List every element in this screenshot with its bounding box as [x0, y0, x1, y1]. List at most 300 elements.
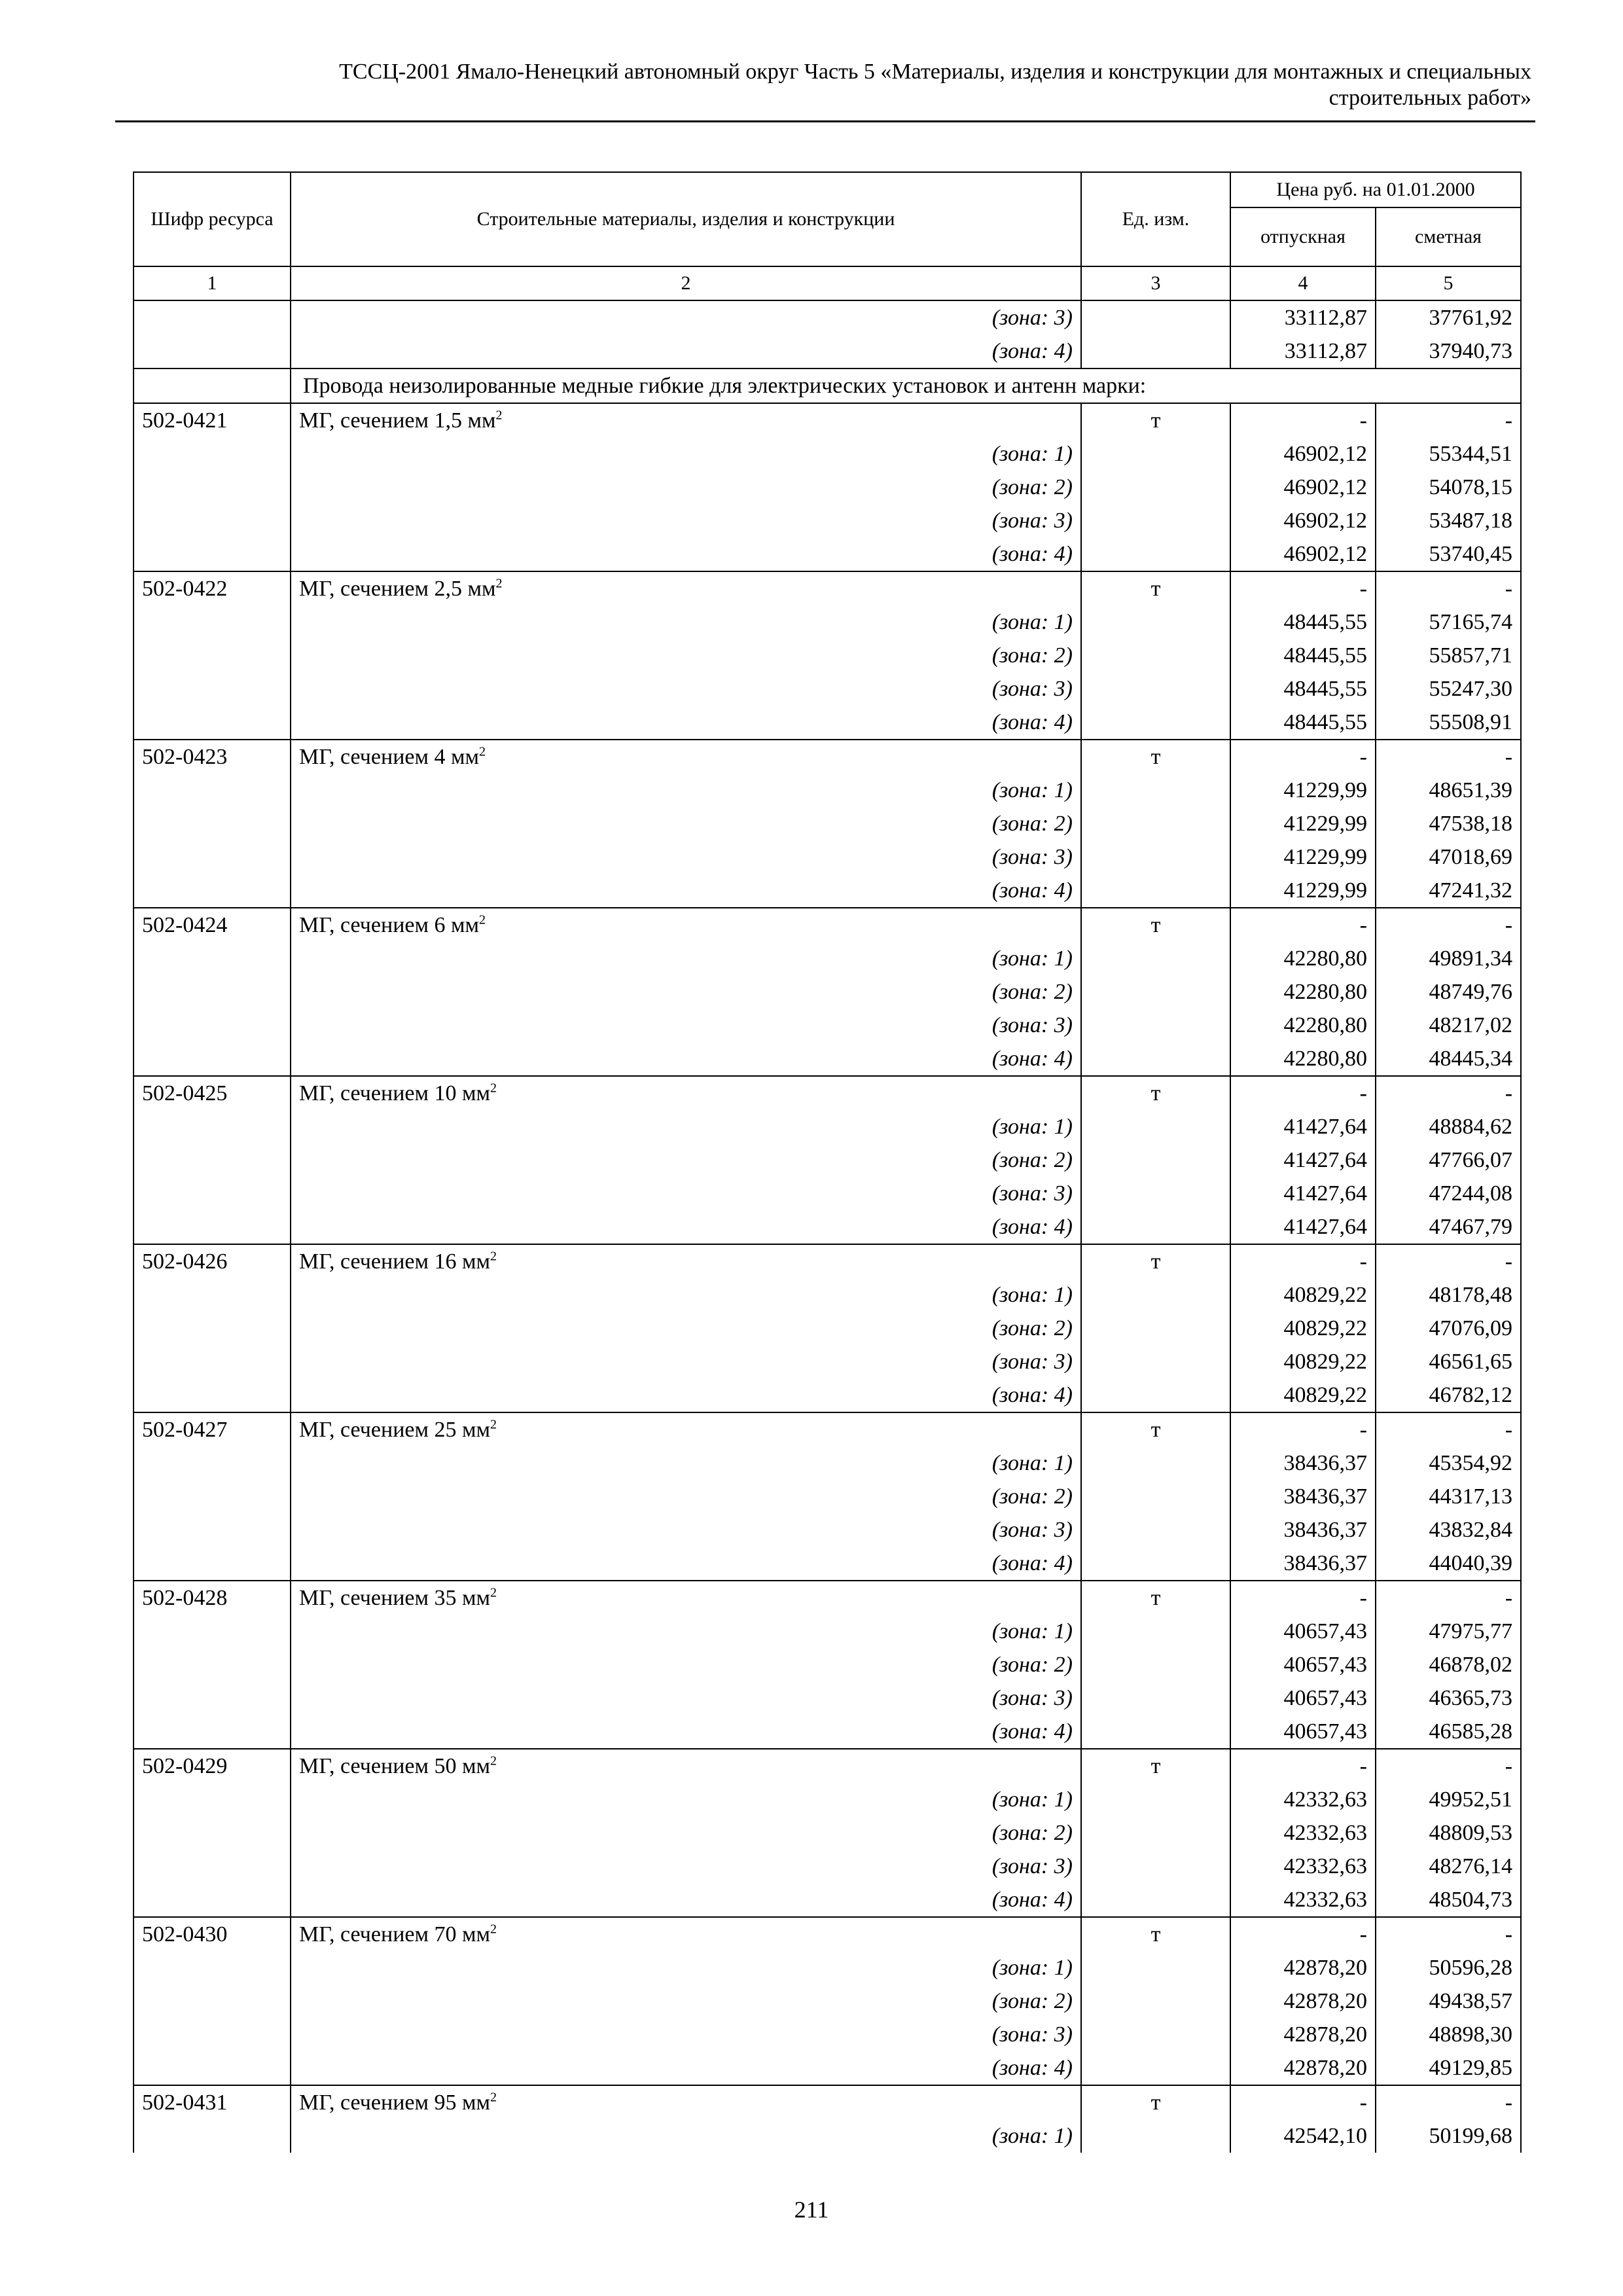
material-name-text: МГ, сечением 4 мм [299, 745, 480, 769]
zone-label: (зона: 1) [291, 774, 1081, 807]
estimate-price: 55508,91 [1376, 706, 1521, 740]
resource-code: 502-0425 [134, 1076, 291, 1110]
resource-code: 502-0424 [134, 908, 291, 942]
estimate-price: 49438,57 [1376, 1984, 1521, 2018]
zone-label: (зона: 1) [291, 1951, 1081, 1984]
unit-cell [1081, 1312, 1230, 1345]
estimate-price: - [1376, 908, 1521, 942]
code-cell [134, 706, 291, 740]
zone-row [134, 1009, 1521, 1042]
estimate-price: 48217,02 [1376, 1009, 1521, 1042]
zone-row [134, 942, 1521, 975]
estimate-price: 48276,14 [1376, 1850, 1521, 1883]
unit-cell [1081, 1042, 1230, 1076]
material-name [291, 1412, 1081, 1446]
zone-label: (зона: 4) [291, 1210, 1081, 1244]
unit-cell [1081, 1883, 1230, 1917]
zone-label: (зона: 1) [291, 605, 1081, 639]
zone-row [134, 639, 1521, 672]
zone-label: (зона: 4) [291, 706, 1081, 740]
unit-of-measure: т [1081, 403, 1230, 437]
zone-label: (зона: 4) [291, 1547, 1081, 1581]
estimate-price: 47244,08 [1376, 1177, 1521, 1210]
zone-label: (зона: 4) [291, 1715, 1081, 1749]
code-cell [134, 1177, 291, 1210]
release-price: 38436,37 [1230, 1480, 1376, 1513]
release-price: 48445,55 [1230, 605, 1376, 639]
code-cell [134, 437, 291, 471]
code-cell [134, 1615, 291, 1648]
release-price: 38436,37 [1230, 1446, 1376, 1480]
release-price: - [1230, 1581, 1376, 1615]
estimate-price: 48884,62 [1376, 1110, 1521, 1143]
estimate-price: 50596,28 [1376, 1951, 1521, 1984]
item-row [134, 1749, 1521, 1783]
estimate-price: 47975,77 [1376, 1615, 1521, 1648]
zone-row [134, 334, 1521, 368]
unit-cell [1081, 639, 1230, 672]
zone-row [134, 1883, 1521, 1917]
resource-code: 502-0423 [134, 740, 291, 774]
code-cell [134, 1850, 291, 1883]
unit-superscript: 2 [479, 912, 486, 927]
zone-label: (зона: 4) [291, 1883, 1081, 1917]
estimate-price: 46782,12 [1376, 1378, 1521, 1412]
unit-cell [1081, 1681, 1230, 1715]
estimate-price: 47018,69 [1376, 840, 1521, 874]
estimate-price: - [1376, 403, 1521, 437]
material-name [291, 2085, 1081, 2119]
code-cell [134, 1480, 291, 1513]
estimate-price: 48898,30 [1376, 2018, 1521, 2051]
unit-cell [1081, 605, 1230, 639]
material-name [291, 571, 1081, 605]
estimate-price: 53740,45 [1376, 537, 1521, 571]
unit-cell [1081, 2018, 1230, 2051]
release-price: 40657,43 [1230, 1681, 1376, 1715]
material-name-text: МГ, сечением 2,5 мм [299, 577, 496, 601]
unit-of-measure: т [1081, 740, 1230, 774]
release-price: - [1230, 2085, 1376, 2119]
release-price: 40829,22 [1230, 1378, 1376, 1412]
unit-superscript: 2 [490, 1753, 497, 1768]
zone-row [134, 840, 1521, 874]
unit-cell [1081, 1143, 1230, 1177]
release-price: 40829,22 [1230, 1312, 1376, 1345]
estimate-price: 48445,34 [1376, 1042, 1521, 1076]
zone-row [134, 504, 1521, 537]
zone-row [134, 1816, 1521, 1850]
unit-cell [1081, 334, 1230, 368]
release-price: 42542,10 [1230, 2119, 1376, 2153]
code-cell [134, 1816, 291, 1850]
estimate-price: 49952,51 [1376, 1783, 1521, 1816]
estimate-price: 47076,09 [1376, 1312, 1521, 1345]
material-name-text: МГ, сечением 70 мм [299, 1922, 491, 1946]
release-price: 42878,20 [1230, 2018, 1376, 2051]
estimate-price: 44040,39 [1376, 1547, 1521, 1581]
material-name [291, 403, 1081, 437]
estimate-price: 53487,18 [1376, 504, 1521, 537]
zone-label: (зона: 2) [291, 1648, 1081, 1681]
unit-of-measure: т [1081, 571, 1230, 605]
estimate-price: - [1376, 571, 1521, 605]
unit-of-measure: т [1081, 1749, 1230, 1783]
resource-code: 502-0429 [134, 1749, 291, 1783]
col-number: 2 [291, 266, 1081, 300]
unit-superscript: 2 [490, 1922, 497, 1937]
estimate-price: - [1376, 2085, 1521, 2119]
estimate-price: 55857,71 [1376, 639, 1521, 672]
material-name [291, 1244, 1081, 1278]
code-cell [134, 1883, 291, 1917]
table-body [134, 300, 1521, 2153]
code-cell [134, 807, 291, 840]
zone-row [134, 471, 1521, 504]
unit-cell [1081, 874, 1230, 908]
estimate-price: - [1376, 1581, 1521, 1615]
unit-cell [1081, 1210, 1230, 1244]
estimate-price: 47766,07 [1376, 1143, 1521, 1177]
zone-row [134, 1042, 1521, 1076]
release-price: 41229,99 [1230, 840, 1376, 874]
release-price: 40657,43 [1230, 1615, 1376, 1648]
code-cell [134, 1783, 291, 1816]
price-table [133, 171, 1522, 2153]
release-price: 41229,99 [1230, 874, 1376, 908]
release-price: 41427,64 [1230, 1177, 1376, 1210]
unit-cell [1081, 1513, 1230, 1547]
zone-label: (зона: 2) [291, 639, 1081, 672]
unit-cell [1081, 300, 1230, 334]
code-cell [134, 1547, 291, 1581]
header-rule [115, 120, 1535, 122]
material-name [291, 1581, 1081, 1615]
item-row [134, 1076, 1521, 1110]
code-cell [134, 1210, 291, 1244]
resource-code: 502-0422 [134, 571, 291, 605]
release-price: 48445,55 [1230, 672, 1376, 706]
header-estimate: сметная [1376, 207, 1521, 266]
code-cell [134, 975, 291, 1009]
code-cell [134, 1009, 291, 1042]
section-row [134, 368, 1521, 403]
estimate-price: 48504,73 [1376, 1883, 1521, 1917]
code-cell [134, 1513, 291, 1547]
release-price: 46902,12 [1230, 537, 1376, 571]
page-number: 211 [794, 2197, 829, 2223]
zone-label: (зона: 1) [291, 1615, 1081, 1648]
zone-label: (зона: 3) [291, 672, 1081, 706]
zone-row [134, 2018, 1521, 2051]
zone-label: (зона: 3) [291, 1850, 1081, 1883]
zone-row [134, 1143, 1521, 1177]
zone-label: (зона: 3) [291, 1681, 1081, 1715]
col-number: 3 [1081, 266, 1230, 300]
zone-row [134, 1648, 1521, 1681]
zone-label: (зона: 3) [291, 1345, 1081, 1378]
estimate-price: 48178,48 [1376, 1278, 1521, 1312]
unit-cell [1081, 437, 1230, 471]
unit-cell [1081, 1648, 1230, 1681]
zone-label: (зона: 1) [291, 942, 1081, 975]
release-price: 40829,22 [1230, 1278, 1376, 1312]
estimate-price: - [1376, 740, 1521, 774]
release-price: 40657,43 [1230, 1648, 1376, 1681]
zone-row [134, 537, 1521, 571]
item-row [134, 1412, 1521, 1446]
release-price: 42332,63 [1230, 1816, 1376, 1850]
estimate-price: 48809,53 [1376, 1816, 1521, 1850]
zone-label: (зона: 3) [291, 300, 1081, 334]
unit-of-measure: т [1081, 1412, 1230, 1446]
unit-cell [1081, 1110, 1230, 1143]
estimate-price: - [1376, 1244, 1521, 1278]
resource-code: 502-0430 [134, 1917, 291, 1951]
release-price: 42332,63 [1230, 1850, 1376, 1883]
release-price: 42878,20 [1230, 1984, 1376, 2018]
material-name-text: МГ, сечением 16 мм [299, 1249, 491, 1274]
estimate-price: 37940,73 [1376, 334, 1521, 368]
material-name-text: МГ, сечением 6 мм [299, 913, 480, 937]
zone-row [134, 1783, 1521, 1816]
estimate-price: 57165,74 [1376, 605, 1521, 639]
unit-cell [1081, 1850, 1230, 1883]
release-price: 42280,80 [1230, 942, 1376, 975]
material-name-text: МГ, сечением 35 мм [299, 1586, 491, 1610]
zone-row [134, 1850, 1521, 1883]
release-price: - [1230, 908, 1376, 942]
code-cell [134, 639, 291, 672]
zone-row [134, 1547, 1521, 1581]
material-name [291, 1749, 1081, 1783]
unit-superscript: 2 [490, 1081, 497, 1096]
zone-row [134, 1378, 1521, 1412]
zone-row [134, 1312, 1521, 1345]
unit-superscript: 2 [490, 1585, 497, 1600]
zone-label: (зона: 3) [291, 2018, 1081, 2051]
unit-cell [1081, 1009, 1230, 1042]
release-price: 41427,64 [1230, 1110, 1376, 1143]
material-name [291, 1917, 1081, 1951]
unit-cell [1081, 1615, 1230, 1648]
code-cell [134, 1143, 291, 1177]
unit-cell [1081, 1984, 1230, 2018]
release-price: - [1230, 403, 1376, 437]
header-unit: Ед. изм. [1081, 172, 1230, 266]
unit-cell [1081, 1480, 1230, 1513]
zone-label: (зона: 2) [291, 975, 1081, 1009]
zone-label: (зона: 4) [291, 334, 1081, 368]
unit-cell [1081, 975, 1230, 1009]
zone-label: (зона: 2) [291, 1816, 1081, 1850]
estimate-price: 45354,92 [1376, 1446, 1521, 1480]
code-cell [134, 942, 291, 975]
zone-row [134, 1210, 1521, 1244]
unit-cell [1081, 537, 1230, 571]
release-price: 42332,63 [1230, 1783, 1376, 1816]
zone-row [134, 1446, 1521, 1480]
release-price: 38436,37 [1230, 1513, 1376, 1547]
code-cell [134, 2119, 291, 2153]
zone-row [134, 1345, 1521, 1378]
estimate-price: 46365,73 [1376, 1681, 1521, 1715]
unit-cell [1081, 1816, 1230, 1850]
code-cell [134, 1951, 291, 1984]
code-cell [134, 334, 291, 368]
release-price: 33112,87 [1230, 334, 1376, 368]
resource-code: 502-0426 [134, 1244, 291, 1278]
estimate-price: 44317,13 [1376, 1480, 1521, 1513]
zone-label: (зона: 3) [291, 840, 1081, 874]
release-price: 48445,55 [1230, 639, 1376, 672]
zone-label: (зона: 3) [291, 1177, 1081, 1210]
unit-cell [1081, 1278, 1230, 1312]
release-price: 42280,80 [1230, 1042, 1376, 1076]
code-cell [134, 1110, 291, 1143]
estimate-price: 55344,51 [1376, 437, 1521, 471]
unit-cell [1081, 471, 1230, 504]
item-row [134, 740, 1521, 774]
estimate-price: 47241,32 [1376, 874, 1521, 908]
header-price: Цена руб. на 01.01.2000 [1230, 172, 1521, 207]
release-price: - [1230, 571, 1376, 605]
unit-of-measure: т [1081, 1917, 1230, 1951]
unit-superscript: 2 [490, 1249, 497, 1264]
unit-cell [1081, 1378, 1230, 1412]
estimate-price: 47467,79 [1376, 1210, 1521, 1244]
unit-cell [1081, 840, 1230, 874]
zone-row [134, 1984, 1521, 2018]
col-number: 5 [1376, 266, 1521, 300]
item-row [134, 403, 1521, 437]
code-cell [134, 471, 291, 504]
release-price: 41229,99 [1230, 807, 1376, 840]
code-cell [134, 368, 291, 403]
material-name-text: МГ, сечением 1,5 мм [299, 408, 496, 433]
release-price: 33112,87 [1230, 300, 1376, 334]
col-number: 1 [134, 266, 291, 300]
resource-code: 502-0421 [134, 403, 291, 437]
unit-superscript: 2 [495, 408, 503, 423]
running-header-line-2: строительных работ» [1329, 86, 1531, 110]
zone-row [134, 774, 1521, 807]
unit-cell [1081, 1345, 1230, 1378]
zone-label: (зона: 3) [291, 504, 1081, 537]
code-cell [134, 1715, 291, 1749]
zone-row [134, 1681, 1521, 1715]
item-row [134, 571, 1521, 605]
material-name-text: МГ, сечением 25 мм [299, 1418, 491, 1442]
running-header-line-1: ТССЦ-2001 Ямало-Ненецкий автономный округ Часть 5 «Материалы, изделия и конструкции для монтажных и специальных [339, 60, 1531, 84]
release-price: - [1230, 1244, 1376, 1278]
code-cell [134, 605, 291, 639]
release-price: 42878,20 [1230, 1951, 1376, 1984]
unit-of-measure: т [1081, 1076, 1230, 1110]
table-header [134, 172, 1521, 300]
item-row [134, 908, 1521, 942]
unit-cell [1081, 1446, 1230, 1480]
release-price: - [1230, 1749, 1376, 1783]
estimate-price: 47538,18 [1376, 807, 1521, 840]
unit-cell [1081, 504, 1230, 537]
zone-label: (зона: 4) [291, 537, 1081, 571]
zone-label: (зона: 2) [291, 1480, 1081, 1513]
zone-label: (зона: 1) [291, 437, 1081, 471]
zone-label: (зона: 2) [291, 807, 1081, 840]
code-cell [134, 1446, 291, 1480]
code-cell [134, 1312, 291, 1345]
item-row [134, 1244, 1521, 1278]
estimate-price: 46878,02 [1376, 1648, 1521, 1681]
zone-label: (зона: 1) [291, 1110, 1081, 1143]
estimate-price: 48651,39 [1376, 774, 1521, 807]
code-cell [134, 1681, 291, 1715]
release-price: - [1230, 1917, 1376, 1951]
estimate-price: 49891,34 [1376, 942, 1521, 975]
zone-label: (зона: 4) [291, 1378, 1081, 1412]
zone-label: (зона: 3) [291, 1513, 1081, 1547]
unit-cell [1081, 1951, 1230, 1984]
code-cell [134, 504, 291, 537]
material-name-text: МГ, сечением 95 мм [299, 2090, 491, 2115]
estimate-price: 50199,68 [1376, 2119, 1521, 2153]
unit-cell [1081, 774, 1230, 807]
zone-label: (зона: 1) [291, 1783, 1081, 1816]
unit-superscript: 2 [490, 2090, 497, 2105]
unit-cell [1081, 1177, 1230, 1210]
zone-label: (зона: 2) [291, 471, 1081, 504]
unit-cell [1081, 1783, 1230, 1816]
zone-row [134, 2051, 1521, 2085]
material-name-text: МГ, сечением 50 мм [299, 1754, 491, 1778]
zone-row [134, 1110, 1521, 1143]
release-price: - [1230, 740, 1376, 774]
estimate-price: 37761,92 [1376, 300, 1521, 334]
code-cell [134, 1648, 291, 1681]
resource-code: 502-0428 [134, 1581, 291, 1615]
zone-row [134, 1715, 1521, 1749]
release-price: 38436,37 [1230, 1547, 1376, 1581]
zone-row [134, 1177, 1521, 1210]
zone-row [134, 1513, 1521, 1547]
item-row [134, 1917, 1521, 1951]
code-cell [134, 1278, 291, 1312]
material-name-text: МГ, сечением 10 мм [299, 1081, 491, 1105]
zone-row [134, 1951, 1521, 1984]
unit-cell [1081, 942, 1230, 975]
header-release: отпускная [1230, 207, 1376, 266]
zone-label: (зона: 4) [291, 874, 1081, 908]
zone-label: (зона: 4) [291, 1042, 1081, 1076]
release-price: 48445,55 [1230, 706, 1376, 740]
unit-cell [1081, 807, 1230, 840]
zone-row [134, 1615, 1521, 1648]
code-cell [134, 1345, 291, 1378]
zone-label: (зона: 4) [291, 2051, 1081, 2085]
estimate-price: - [1376, 1412, 1521, 1446]
estimate-price: 49129,85 [1376, 2051, 1521, 2085]
unit-of-measure: т [1081, 1581, 1230, 1615]
zone-row [134, 874, 1521, 908]
item-row [134, 2085, 1521, 2119]
estimate-price: - [1376, 1917, 1521, 1951]
code-cell [134, 300, 291, 334]
code-cell [134, 1042, 291, 1076]
zone-row [134, 1278, 1521, 1312]
zone-label: (зона: 2) [291, 1312, 1081, 1345]
release-price: 46902,12 [1230, 471, 1376, 504]
